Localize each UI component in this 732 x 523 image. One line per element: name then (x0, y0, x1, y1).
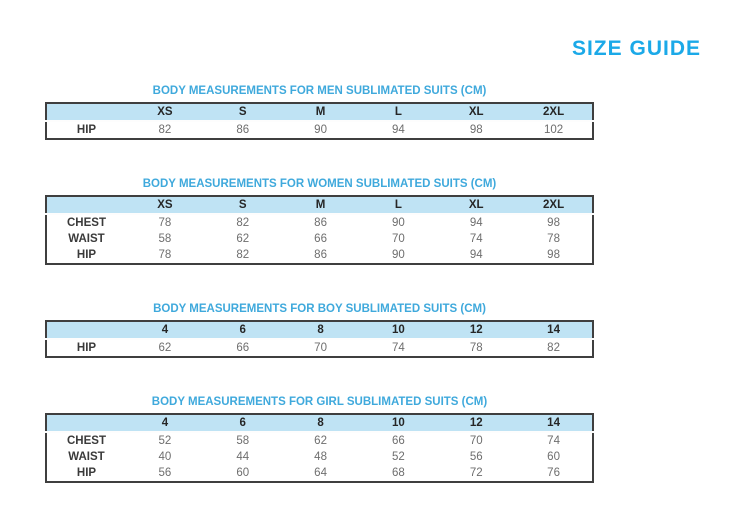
row-label: HIP (76, 124, 97, 136)
boy-table-title: BODY MEASUREMENTS FOR BOY SUBLIMATED SUITS (CM) (153, 303, 486, 315)
value-cell: 78 (469, 342, 483, 354)
row-label: WAIST (68, 233, 105, 245)
row-label: CHEST (67, 435, 106, 447)
header-cell-m: M (282, 103, 360, 121)
men-header-row (46, 103, 593, 121)
boy-header-row (46, 321, 593, 339)
value-cell: 74 (547, 435, 560, 447)
header-cell-blank (46, 196, 126, 214)
girl-row-hip (46, 465, 593, 482)
header-cell-xs: XS (126, 103, 204, 121)
value-cell: 70 (469, 435, 483, 447)
header-cell-blank (46, 414, 126, 432)
header-cell-blank (46, 321, 126, 339)
value-cell: 52 (392, 451, 405, 463)
girl-row-chest (46, 432, 593, 449)
women-table-title: BODY MEASUREMENTS FOR WOMEN SUBLIMATED SUITS (CM) (142, 178, 497, 190)
women-header-row (46, 196, 593, 214)
header-cell-4: 4 (126, 414, 204, 432)
header-cell-10: 10 (359, 414, 437, 432)
value-cell: 82 (236, 249, 250, 261)
header-cell-xs: XS (126, 196, 204, 214)
value-cell: 40 (158, 451, 172, 463)
value-cell: 48 (314, 451, 327, 463)
value-cell: 60 (547, 451, 560, 463)
men-size-table (45, 102, 594, 140)
value-cell: 66 (314, 233, 327, 245)
page-title: SIZE GUIDE (571, 37, 701, 60)
header-cell-2xl: 2XL (515, 196, 593, 214)
header-cell-14: 14 (515, 321, 593, 339)
women-row-waist (46, 231, 593, 247)
value-cell: 98 (547, 217, 560, 229)
value-cell: 94 (469, 217, 483, 229)
header-cell-6: 6 (204, 414, 282, 432)
women-row-hip (46, 247, 593, 264)
value-cell: 60 (236, 467, 250, 479)
value-cell: 66 (236, 342, 250, 354)
size-table-section-girl (45, 395, 594, 483)
size-table-section-boy (45, 302, 594, 358)
header-cell-4: 4 (126, 321, 204, 339)
value-cell: 66 (392, 435, 405, 447)
girl-row-waist (46, 449, 593, 465)
value-cell: 102 (543, 124, 564, 136)
header-cell-14: 14 (515, 414, 593, 432)
value-cell: 86 (314, 217, 327, 229)
value-cell: 82 (158, 124, 172, 136)
value-cell: 78 (158, 217, 172, 229)
header-cell-12: 12 (437, 414, 515, 432)
row-label: HIP (76, 467, 97, 479)
header-cell-8: 8 (282, 321, 360, 339)
women-row-chest (46, 214, 593, 231)
value-cell: 58 (158, 233, 172, 245)
value-cell: 56 (469, 451, 483, 463)
value-cell: 94 (469, 249, 483, 261)
girl-table-title: BODY MEASUREMENTS FOR GIRL SUBLIMATED SUITS (CM) (151, 396, 488, 408)
value-cell: 58 (236, 435, 250, 447)
boy-size-table (45, 320, 594, 358)
row-label: CHEST (67, 217, 106, 229)
value-cell: 82 (547, 342, 560, 354)
value-cell: 70 (314, 342, 327, 354)
header-cell-s: S (204, 103, 282, 121)
header-cell-2xl: 2XL (515, 103, 593, 121)
header-cell-l: L (359, 196, 437, 214)
men-row-hip (46, 121, 593, 139)
row-label: HIP (76, 342, 97, 354)
value-cell: 74 (469, 233, 483, 245)
value-cell: 82 (236, 217, 250, 229)
value-cell: 94 (392, 124, 405, 136)
header-cell-xl: XL (437, 196, 515, 214)
value-cell: 76 (547, 467, 560, 479)
value-cell: 44 (236, 451, 250, 463)
boy-row-hip (46, 339, 593, 357)
value-cell: 56 (158, 467, 172, 479)
value-cell: 86 (314, 249, 327, 261)
value-cell: 98 (469, 124, 483, 136)
girl-header-row (46, 414, 593, 432)
header-cell-12: 12 (437, 321, 515, 339)
value-cell: 78 (158, 249, 172, 261)
header-cell-6: 6 (204, 321, 282, 339)
header-cell-m: M (282, 196, 360, 214)
header-cell-l: L (359, 103, 437, 121)
header-cell-s: S (204, 196, 282, 214)
value-cell: 62 (158, 342, 172, 354)
header-cell-10: 10 (359, 321, 437, 339)
value-cell: 86 (236, 124, 250, 136)
women-size-table (45, 195, 594, 265)
value-cell: 64 (314, 467, 327, 479)
value-cell: 62 (236, 233, 250, 245)
row-label: WAIST (68, 451, 105, 463)
value-cell: 72 (469, 467, 483, 479)
value-cell: 74 (392, 342, 405, 354)
header-cell-8: 8 (282, 414, 360, 432)
value-cell: 98 (547, 249, 560, 261)
header-cell-blank (46, 103, 126, 121)
size-table-section-women (45, 177, 594, 265)
tables-container (45, 84, 594, 483)
row-label: HIP (76, 249, 97, 261)
value-cell: 62 (314, 435, 327, 447)
value-cell: 90 (314, 124, 327, 136)
header-cell-xl: XL (437, 103, 515, 121)
men-table-title: BODY MEASUREMENTS FOR MEN SUBLIMATED SUITS (CM) (152, 85, 487, 97)
value-cell: 52 (158, 435, 172, 447)
value-cell: 70 (392, 233, 405, 245)
value-cell: 90 (392, 249, 405, 261)
value-cell: 68 (392, 467, 405, 479)
size-table-section-men (45, 84, 594, 140)
value-cell: 90 (392, 217, 405, 229)
girl-size-table (45, 413, 594, 483)
value-cell: 78 (547, 233, 560, 245)
